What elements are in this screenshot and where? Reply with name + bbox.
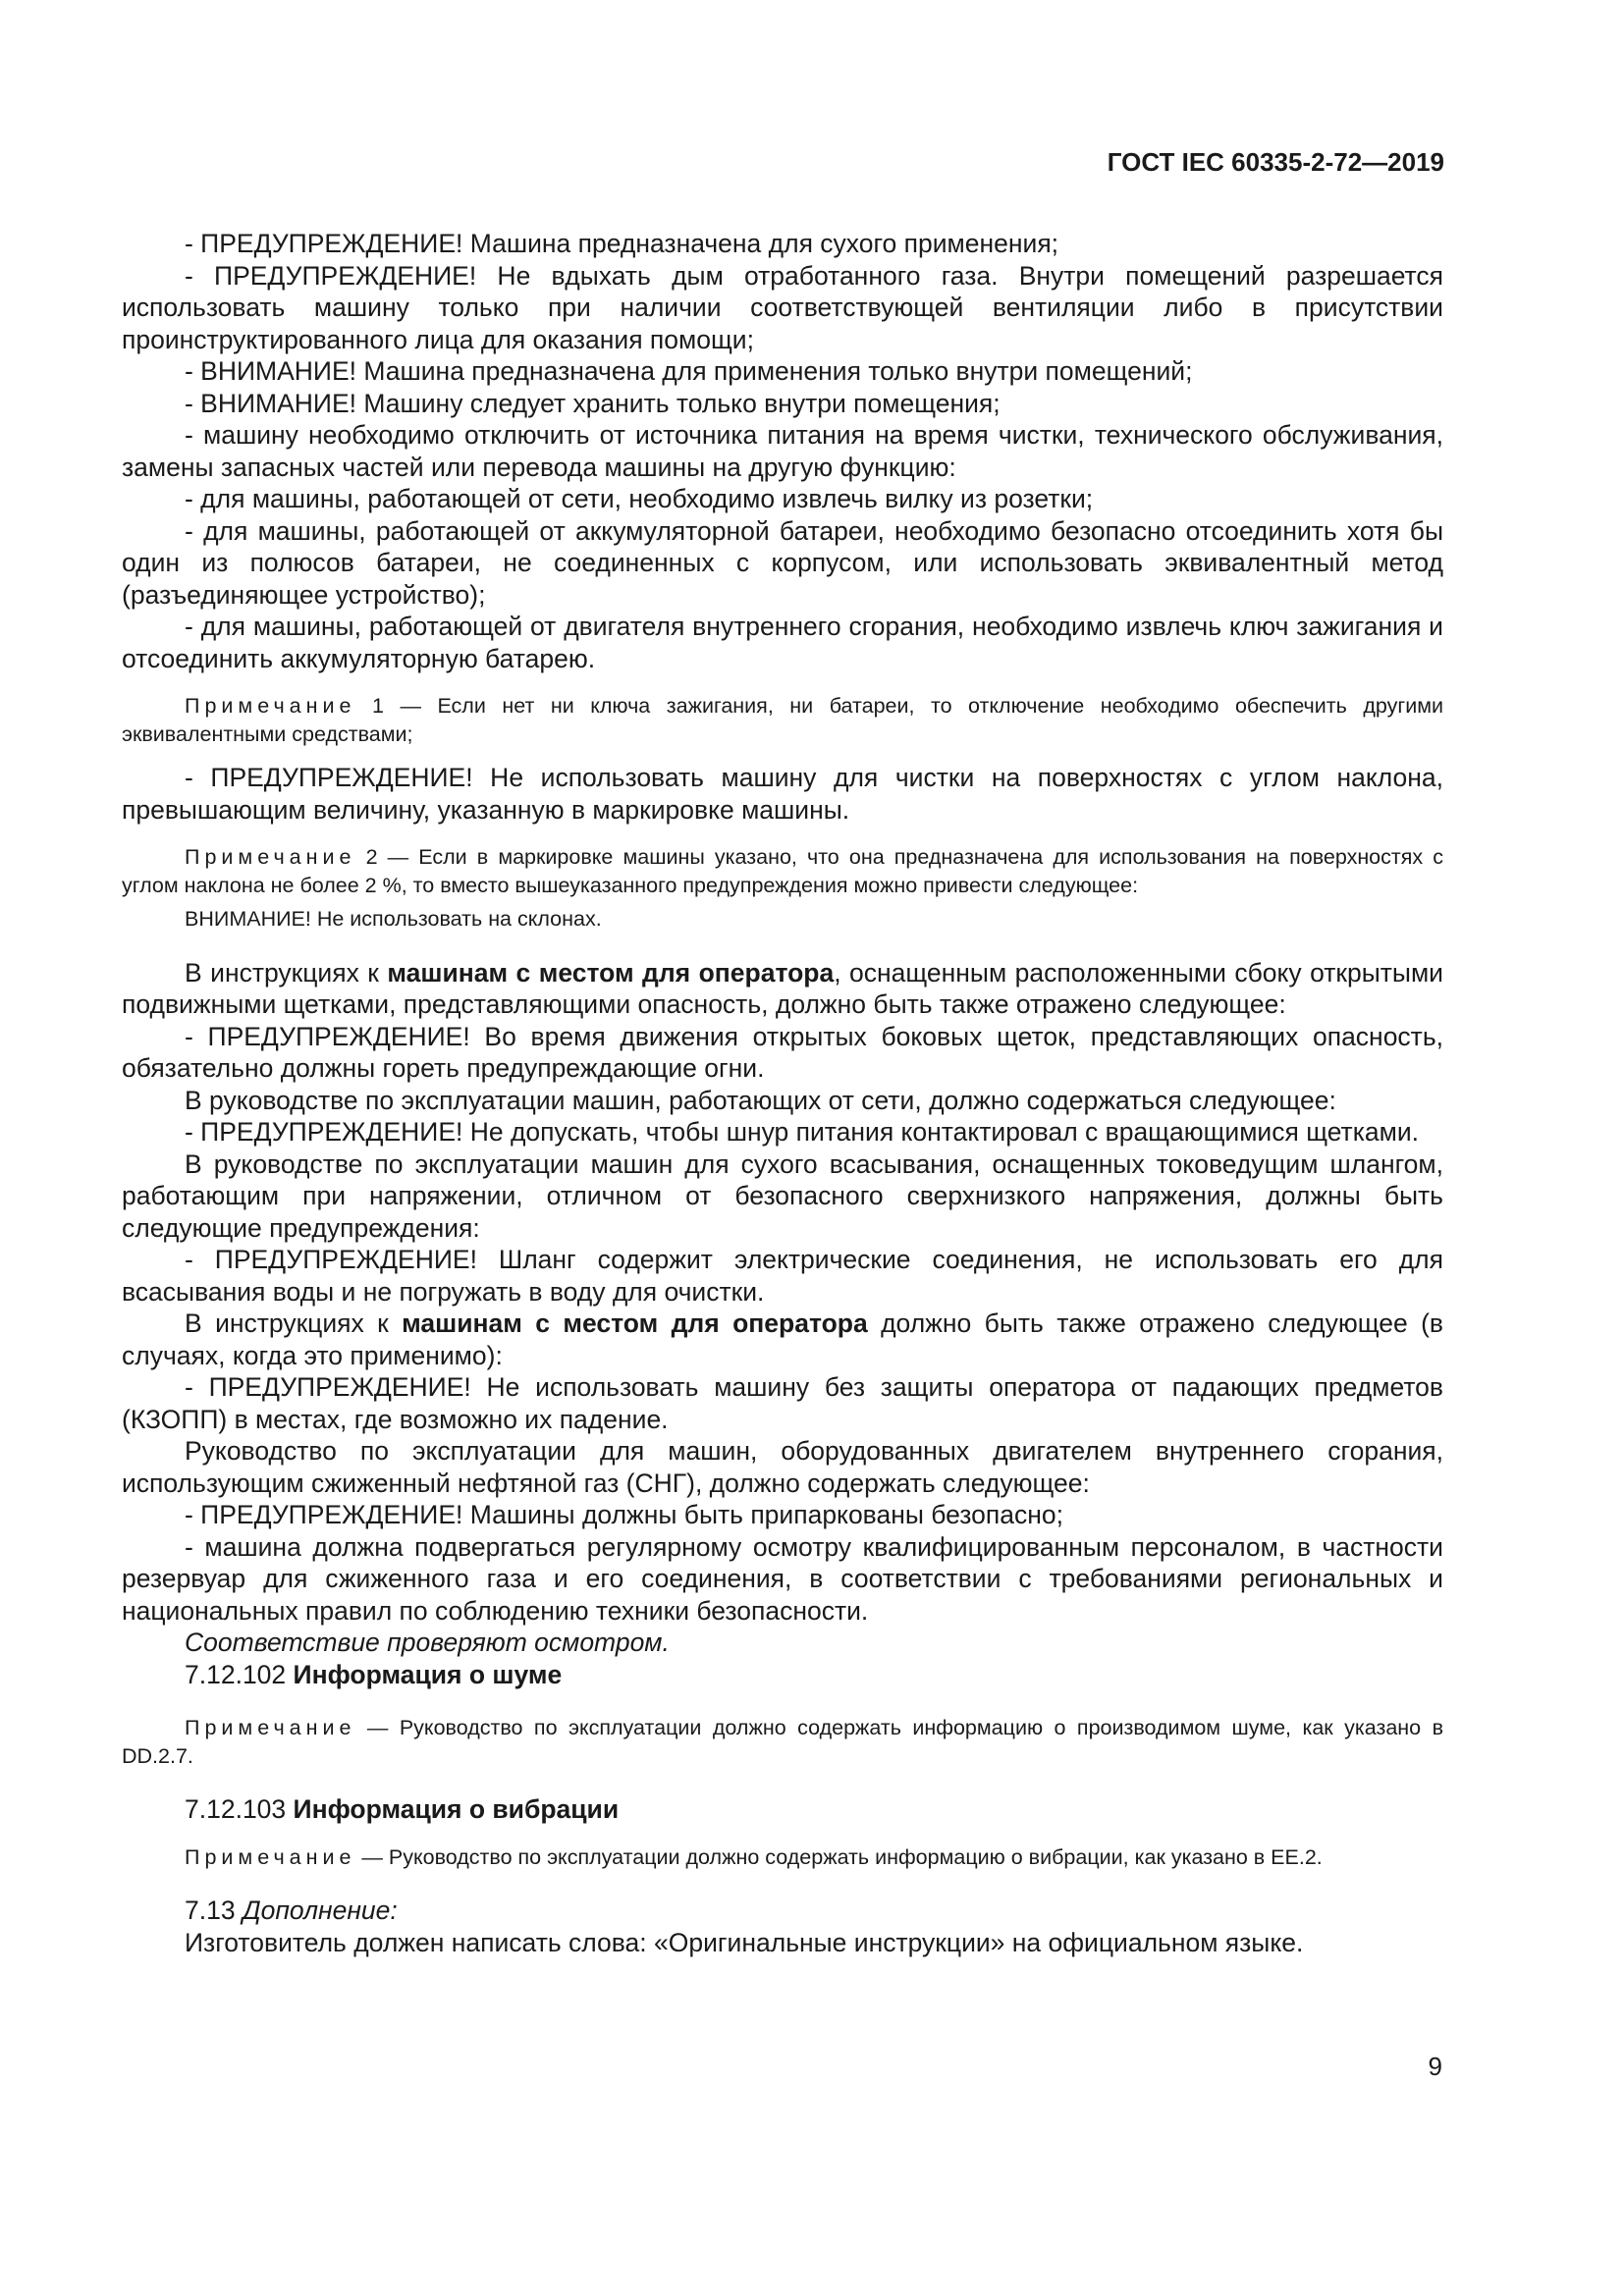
paragraph: - машина должна подвергаться регулярному осмотру квалифицированным персоналом, в частности резервуар для сжиженного газа и его соединения, в соответствии с требованиями региональных и национальных правил по соблюдению техники безопасности. [122, 1531, 1443, 1626]
paragraph [122, 1308, 1443, 1371]
section-heading-7-12-103 [122, 1793, 1443, 1826]
section-title: Информация о шуме [293, 1659, 563, 1689]
paragraph [122, 957, 1443, 1021]
paragraph: - ВНИМАНИЕ! Машину следует хранить только внутри помещения; [185, 388, 1001, 418]
paragraph: В руководстве по эксплуатации машин для сухого всасывания, оснащенных токоведущим шлангом, работающим при напряжении, отличном от безопасного сверхнизкого напряжения, должны быть следующие предупреждения: [122, 1148, 1443, 1243]
paragraph: - для машины, работающей от сети, необходимо извлечь вилку из розетки; [185, 484, 1094, 513]
paragraph: В руководстве по эксплуатации машин, работающих от сети, должно содержаться следующее: [185, 1085, 1336, 1115]
paragraph: - ВНИМАНИЕ! Машина предназначена для применения только внутри помещений; [185, 356, 1193, 386]
note-3 [122, 1714, 1443, 1770]
text-run: должно быть также отражено следующее (в случаях, когда это применимо): [122, 1308, 1443, 1370]
section-heading-7-12-102 [122, 1659, 1443, 1691]
section-title: Дополнение: [242, 1896, 398, 1925]
section-number: 7.13 [185, 1896, 243, 1925]
note-text: — Руководство по эксплуатации должно содержать информацию о вибрации, как указано в ЕЕ.2. [355, 1844, 1323, 1869]
paragraph: - машину необходимо отключить от источника питания на время чистки, технического обслуживания, замены запасных частей или перевода машины на другую функцию: [122, 420, 1443, 482]
paragraph: - ПРЕДУПРЕЖДЕНИЕ! Во время движения открытых боковых щеток, представляющих опасность, обязательно должны гореть предупреждающие огни. [122, 1021, 1443, 1083]
paragraph: - ПРЕДУПРЕЖДЕНИЕ! Машина предназначена для сухого применения; [185, 229, 1059, 258]
section-title: Информация о вибрации [293, 1794, 620, 1824]
bold-term: машинам с местом для оператора [387, 957, 835, 988]
section-number: 7.12.103 [185, 1794, 294, 1824]
paragraph: - ПРЕДУПРЕЖДЕНИЕ! Не вдыхать дым отработанного газа. Внутри помещений разрешается использовать машину только при наличии соответствующей вентиляции либо в присутствии проинструктированного лица для оказания помощи; [122, 260, 1443, 354]
page-number: 9 [1428, 2052, 1442, 2081]
note-label: Примечание [185, 1716, 356, 1739]
text-run: В инструкциях к [185, 957, 388, 988]
note-label: Примечание [185, 694, 356, 718]
paragraph: Изготовитель должен написать слова: «Оригинальные инструкции» на официальном языке. [185, 1927, 1304, 1957]
note-label: Примечание [185, 845, 356, 869]
note-4 [122, 1843, 1443, 1872]
paragraph: - ПРЕДУПРЕЖДЕНИЕ! Машины должны быть припаркованы безопасно; [185, 1500, 1063, 1529]
section-heading-7-13 [122, 1895, 1443, 1927]
note-2-continuation: ВНИМАНИЕ! Не использовать на склонах. [185, 907, 602, 931]
section-number: 7.12.102 [185, 1659, 294, 1689]
text-run: В инструкциях к [185, 1308, 403, 1338]
note-text: — Руководство по эксплуатации должно содержать информацию о производимом шуме, как указано в DD.2.7. [122, 1716, 1443, 1768]
document-header: ГОСТ IEC 60335-2-72—2019 [1107, 147, 1444, 177]
note-text: 1 — Если нет ни ключа зажигания, ни батареи, то отключение необходимо обеспечить другими эквивалентными средствами; [122, 694, 1443, 746]
note-1 [122, 692, 1443, 748]
paragraph: - ПРЕДУПРЕЖДЕНИЕ! Не использовать машину без защиты оператора от падающих предметов (КЗОПП) в местах, где возможно их падение. [122, 1372, 1443, 1434]
italic-text: Соответствие проверяют осмотром. [185, 1628, 670, 1657]
note-2 [122, 843, 1443, 899]
paragraph [122, 1627, 1443, 1659]
note-text: 2 — Если в маркировке машины указано, что она предназначена для использования на поверхностях с углом наклона не более 2 %, то вместо вышеуказанного предупреждения можно привести следующее: [122, 845, 1443, 897]
paragraph: - ПРЕДУПРЕЖДЕНИЕ! Шланг содержит электрические соединения, не использовать его для всасывания воды и не погружать в воду для очистки. [122, 1245, 1443, 1307]
paragraph: Руководство по эксплуатации для машин, оборудованных двигателем внутреннего сгорания, использующим сжиженный нефтяной газ (СНГ), должно содержать следующее: [122, 1436, 1443, 1498]
note-label: Примечание [185, 1844, 356, 1869]
text-run: , оснащенным расположенными сбоку открытыми подвижными щетками, представляющими опасность, должно быть также отражено следующее: [122, 957, 1443, 1019]
paragraph: - для машины, работающей от двигателя внутреннего сгорания, необходимо извлечь ключ зажигания и отсоединить аккумуляторную батарею. [122, 612, 1443, 673]
paragraph: - ПРЕДУПРЕЖДЕНИЕ! Не допускать, чтобы шнур питания контактировал с вращающимися щетками. [185, 1117, 1419, 1147]
bold-term: машинам с местом для оператора [402, 1308, 868, 1338]
paragraph: - ПРЕДУПРЕЖДЕНИЕ! Не использовать машину для чистки на поверхностях с углом наклона, превышающим величину, указанную в маркировке машины. [122, 763, 1443, 825]
paragraph: - для машины, работающей от аккумуляторной батареи, необходимо безопасно отсоединить хотя бы один из полюсов батареи, не соединенных с корпусом, или использовать эквивалентный метод (разъединяющее устройство); [122, 515, 1443, 610]
document-body [122, 228, 1443, 1958]
